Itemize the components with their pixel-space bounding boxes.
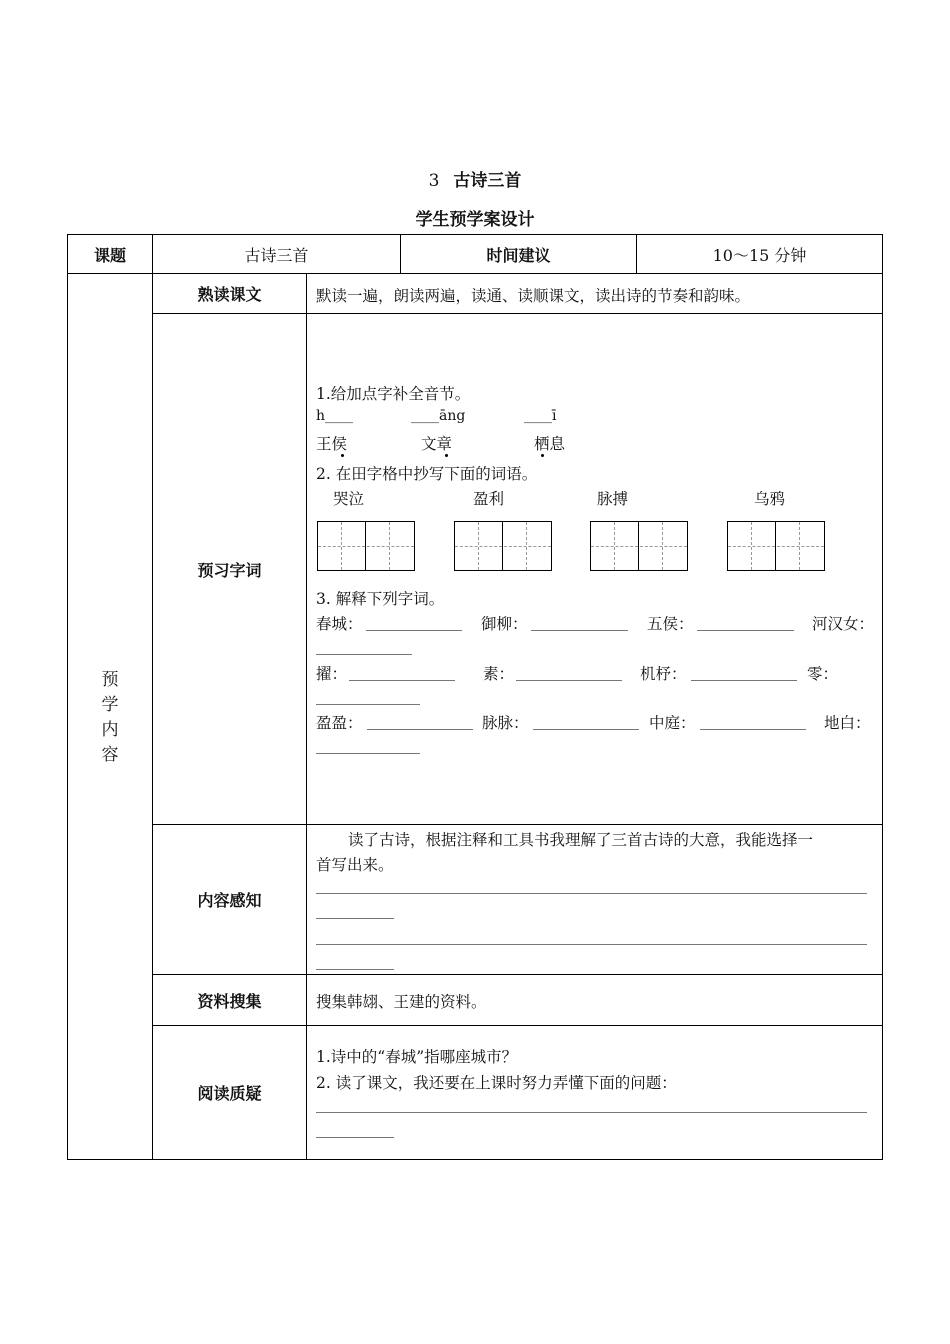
dotted-word: 栖息 — [534, 435, 566, 453]
dotted-word: 文章 — [421, 435, 453, 453]
row-label-shudu: 熟读课文 — [197, 285, 262, 304]
answer-blank[interactable] — [533, 729, 639, 730]
term-label: 五侯： — [647, 615, 694, 633]
answer-blank[interactable] — [516, 680, 622, 681]
answer-line[interactable] — [316, 1112, 867, 1113]
yuxi-q2: 2. 在田字格中抄写下面的词语。 — [316, 465, 538, 483]
answer-blank[interactable] — [691, 680, 797, 681]
pinyin-blank: ____āng — [411, 408, 466, 424]
yuxi-q3: 3. 解释下列字词。 — [316, 590, 445, 608]
tianzige-grid[interactable] — [454, 521, 552, 571]
term-label: 御柳： — [481, 615, 528, 633]
term-label: 盈盈： — [316, 714, 363, 732]
section-label-char: 容 — [101, 745, 119, 765]
emphasis-dot — [541, 454, 544, 457]
emphasis-dot — [341, 454, 344, 457]
answer-line[interactable] — [316, 944, 867, 945]
tianzige-grid[interactable] — [317, 521, 415, 571]
ziliao-text: 搜集韩翃、王建的资料。 — [316, 993, 487, 1011]
header-value-time: 10～15 分钟 — [712, 245, 807, 265]
answer-blank[interactable] — [366, 630, 462, 631]
answer-line[interactable] — [316, 918, 394, 919]
header-label-time: 时间建议 — [486, 245, 551, 265]
emphasis-dot — [445, 454, 448, 457]
page-subtitle: 学生预学案设计 — [415, 210, 535, 230]
header-label-topic: 课题 — [93, 245, 126, 265]
answer-blank[interactable] — [700, 729, 806, 730]
yuedu-q2: 2. 读了课文，我还要在上课时努力弄懂下面的问题： — [316, 1074, 677, 1092]
copy-word: 脉搏 — [597, 490, 629, 508]
header-value-topic: 古诗三首 — [244, 245, 309, 265]
neirong-text-line2: 首写出来。 — [316, 856, 394, 874]
row-label-neirong: 内容感知 — [197, 891, 262, 910]
answer-line[interactable] — [316, 1137, 394, 1138]
answer-line[interactable] — [316, 893, 867, 894]
row-label-yuedu: 阅读质疑 — [197, 1084, 262, 1103]
section-label — [68, 668, 152, 768]
copy-word: 哭泣 — [333, 490, 365, 508]
table-border — [882, 234, 883, 1160]
copy-word: 乌鸦 — [754, 490, 786, 508]
answer-blank[interactable] — [697, 630, 794, 631]
answer-blank[interactable] — [316, 704, 420, 705]
tianzige-grid[interactable] — [590, 521, 688, 571]
answer-blank[interactable] — [316, 654, 412, 655]
pinyin-blank: h____ — [316, 408, 354, 424]
answer-blank[interactable] — [316, 753, 420, 754]
answer-blank[interactable] — [531, 630, 628, 631]
section-label-char: 内 — [101, 720, 119, 740]
term-label: 河汉女： — [812, 615, 875, 633]
section-label-char: 学 — [101, 695, 119, 715]
dotted-word: 王侯 — [316, 435, 348, 453]
lesson-number: 3 — [428, 171, 440, 191]
term-label: 春城： — [316, 615, 363, 633]
table-border — [306, 273, 307, 1160]
pinyin-blank: ____ī — [524, 408, 557, 424]
answer-blank[interactable] — [367, 729, 473, 730]
yuxi-q1: 1.给加点字补全音节。 — [316, 385, 471, 403]
page-title — [0, 166, 950, 191]
answer-line[interactable] — [316, 969, 394, 970]
answer-blank[interactable] — [349, 680, 455, 681]
yuedu-q1: 1.诗中的“春城”指哪座城市？ — [316, 1048, 518, 1066]
lesson-title: 古诗三首 — [453, 171, 522, 191]
row-label-ziliao: 资料搜集 — [197, 991, 262, 1011]
term-label: 零： — [807, 665, 839, 683]
shudu-text: 默读一遍，朗读两遍，读通、读顺课文，读出诗的节奏和韵味。 — [316, 287, 751, 305]
copy-word: 盈利 — [473, 490, 505, 508]
term-label: 机杼： — [640, 665, 687, 683]
section-label-char: 预 — [101, 670, 119, 690]
table-border — [67, 1159, 883, 1160]
neirong-text-line1: 读了古诗，根据注释和工具书我理解了三首古诗的大意，我能选择一 — [348, 831, 814, 849]
term-label: 中庭： — [649, 714, 696, 732]
tianzige-grid[interactable] — [727, 521, 825, 571]
term-label: 擢： — [316, 665, 348, 683]
term-label: 脉脉： — [482, 714, 529, 732]
row-label-yuxi: 预习字词 — [197, 560, 262, 580]
term-label: 地白： — [824, 714, 871, 732]
term-label: 素： — [483, 665, 515, 683]
